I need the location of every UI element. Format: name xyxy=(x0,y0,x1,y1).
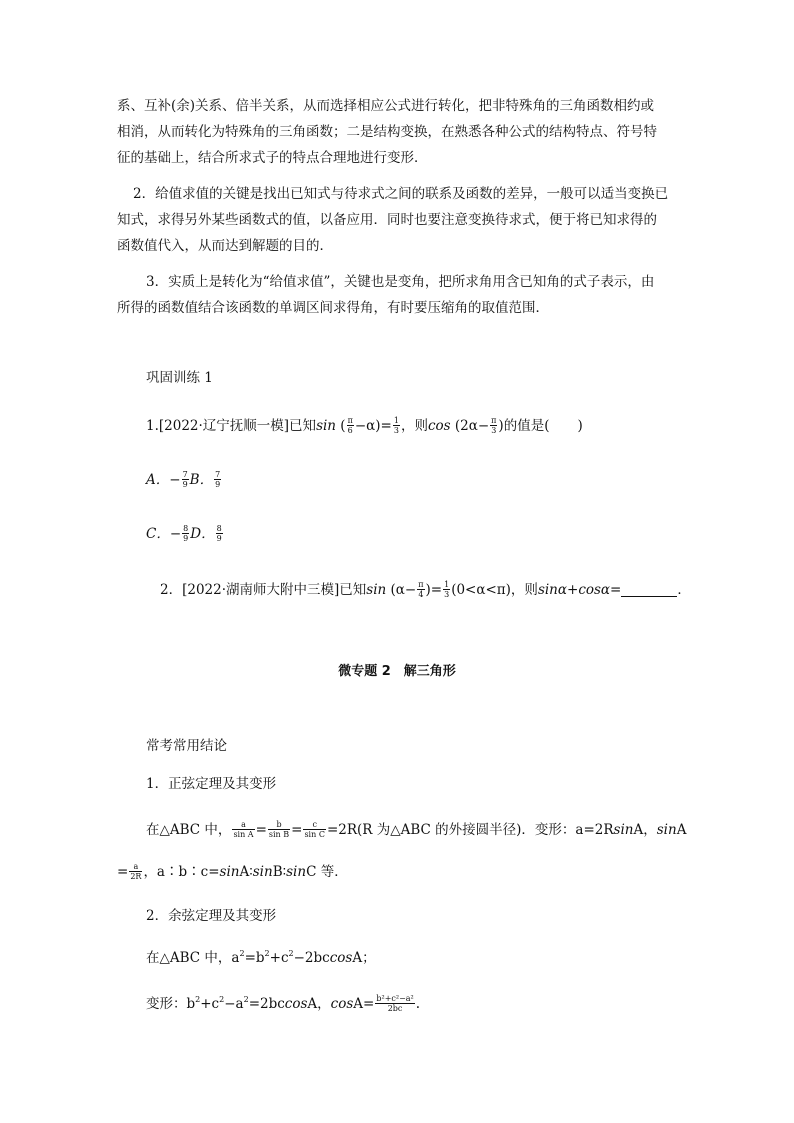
ratio-intro: ，a∶b∶c= xyxy=(143,864,220,880)
ratio-c1: A∶ xyxy=(239,864,253,880)
q1-options-cd xyxy=(146,524,224,544)
section-1-title: 1．正弦定理及其变形 xyxy=(146,776,277,792)
cosine-law-line-2 xyxy=(146,990,420,1014)
sine-law-rest: =2R(R 为△ABC 的外接圆半径)．变形：a=2R xyxy=(326,822,614,838)
ratio-sin3: sin xyxy=(286,864,307,880)
frac-sinC: sin C xyxy=(304,830,325,839)
option-b-num: 7 xyxy=(215,470,221,479)
q2-frac-den: 4 xyxy=(418,590,424,599)
sq-6: 2 xyxy=(243,995,249,1004)
frac-b-sinB xyxy=(268,820,290,839)
sine-law-A: A， xyxy=(633,822,657,838)
eq-2: = xyxy=(291,822,303,838)
frac-c-sinC xyxy=(303,820,325,839)
q2-answer-blank[interactable] xyxy=(621,582,677,597)
option-a-sign: − xyxy=(169,472,181,488)
intro-line-2: 相消，从而转化为特殊角的三角函数；二是结构变换，在熟悉各种公式的结构特点、符号特 xyxy=(117,124,657,140)
q2-sin-alpha: sinα xyxy=(537,582,567,598)
point3-line-2: 所得的函数值结合该函数的单调区间求得角，有时要压缩角的取值范围． xyxy=(117,300,549,316)
conclusions-heading: 常考常用结论 xyxy=(146,738,227,754)
cos-var-cos: cos xyxy=(284,996,308,1012)
cos-var-cos2: cos xyxy=(330,996,354,1012)
q1-frac3-den: 3 xyxy=(491,426,497,435)
q1-prefix: 1.[2022·辽宁抚顺一模]已知 xyxy=(146,418,317,434)
q1-frac2-den: 3 xyxy=(393,426,399,435)
option-d-frac xyxy=(216,524,223,543)
q1-minus-alpha: −α)= xyxy=(354,418,392,434)
frac-a: a xyxy=(232,820,254,830)
q2-end: ． xyxy=(677,582,691,598)
option-a-frac xyxy=(182,470,189,489)
ratio-sin1: sin xyxy=(219,864,240,880)
q1-sin: sin xyxy=(316,418,337,434)
q1-frac2-num: 1 xyxy=(393,416,399,425)
q1-end: ) xyxy=(577,418,583,434)
option-d-num: 8 xyxy=(216,524,222,533)
ratio-c3: C 等． xyxy=(306,864,348,880)
q1-open2: (2α− xyxy=(450,418,490,434)
frac-a-sinA xyxy=(232,820,254,839)
cos-law-c: +c xyxy=(269,950,289,966)
cos-var-d: =2bc xyxy=(248,996,285,1012)
sq-5: 2 xyxy=(219,995,225,1004)
frac3-den: 2bc xyxy=(387,1004,403,1013)
cos-law-b: =b xyxy=(244,950,265,966)
cos-law-a: 在△ABC 中，a xyxy=(146,950,240,966)
cos-law-e: A； xyxy=(352,950,376,966)
option-d-den: 9 xyxy=(216,534,222,543)
q1-frac-1-3 xyxy=(393,416,400,435)
q1-open: ( xyxy=(336,418,346,434)
q2-eq: )= xyxy=(425,582,443,598)
option-c-den: 9 xyxy=(183,534,189,543)
point2-line-3: 函数值代入，从而达到解题的目的． xyxy=(117,238,333,254)
cos-var-f: A= xyxy=(353,996,375,1012)
q2-frac-1-3 xyxy=(443,580,450,599)
option-c-label: C． xyxy=(146,526,170,542)
option-d-label: D． xyxy=(190,526,215,542)
q2-frac2-den: 3 xyxy=(444,590,450,599)
frac2-2R: 2R xyxy=(130,872,142,881)
q1-cos: cos xyxy=(427,418,451,434)
option-b-den: 9 xyxy=(215,480,221,489)
sine-law-intro: 在△ABC 中， xyxy=(146,822,232,838)
frac-c: c xyxy=(303,820,325,830)
practice-heading: 巩固训练 1 xyxy=(146,370,213,386)
q1-frac3-num: π xyxy=(491,416,497,425)
q1-frac-pi-3 xyxy=(490,416,497,435)
q2-open: (α− xyxy=(386,582,417,598)
sq-1: 2 xyxy=(239,949,245,958)
sine-law-line-2 xyxy=(117,862,348,882)
section-2-title: 2．余弦定理及其变形 xyxy=(146,908,277,924)
q2-frac-pi-4 xyxy=(417,580,424,599)
frac-b: b xyxy=(268,820,290,830)
option-a-num: 7 xyxy=(182,470,188,479)
q2-frac-num: π xyxy=(418,580,424,589)
q2-cos-alpha: cosα xyxy=(578,582,611,598)
q1-frac-den: 6 xyxy=(347,426,353,435)
point3-line-1: 3．实质上是转化为“给值求值”，关键也是变角，把所求角用含已知角的式子表示，由 xyxy=(146,274,655,290)
sine-law-line-1 xyxy=(146,820,686,840)
option-a-label: A． xyxy=(146,472,170,488)
cos-var-b: +c xyxy=(200,996,220,1012)
sine-law-A2: A xyxy=(676,822,687,838)
option-c-num: 8 xyxy=(183,524,189,533)
q1-close: )的值是( xyxy=(498,418,550,434)
cos-var-e: A， xyxy=(307,996,331,1012)
sq-2: 2 xyxy=(264,949,270,958)
q2-cond: (0<α<π)，则 xyxy=(451,582,538,598)
q1-frac-num: π xyxy=(347,416,353,425)
frac-sinB: sin B xyxy=(268,830,290,839)
option-b-label: B． xyxy=(189,472,214,488)
q2-plus: + xyxy=(567,582,579,598)
frac-a-2R xyxy=(129,862,142,881)
q1-options-ab xyxy=(146,470,222,490)
intro-line-3: 征的基础上，结合所求式子的特点合理地进行变形． xyxy=(117,150,428,166)
point2-line-1: 2．给值求值的关键是找出已知式与待求式之间的联系及函数的差异，一般可以适当变换已 xyxy=(133,186,669,202)
option-c-frac xyxy=(182,524,189,543)
ratio-c2: B∶ xyxy=(272,864,287,880)
q2-prefix: 2．[2022·湖南师大附中三模]已知 xyxy=(160,582,367,598)
q2-frac2-num: 1 xyxy=(444,580,450,589)
cos-law-d: −2bc xyxy=(293,950,330,966)
eq-1: = xyxy=(255,822,267,838)
cos-var-c: −a xyxy=(224,996,244,1012)
frac3-num: b²+c²−a² xyxy=(376,994,414,1003)
q1-mid: ，则 xyxy=(400,418,428,434)
question-2 xyxy=(160,580,691,600)
option-b-frac xyxy=(214,470,221,489)
cos-law-cos: cos xyxy=(329,950,353,966)
sq-4: 2 xyxy=(195,995,201,1004)
sine-law-sin2: sin xyxy=(656,822,677,838)
topic-title: 微专题 2 解三角形 xyxy=(338,664,456,679)
frac-cos-formula xyxy=(375,994,414,1013)
cosine-law-line-1 xyxy=(146,944,376,968)
cos-var-end: . xyxy=(415,996,421,1012)
cos-var-a: 变形：b xyxy=(146,996,196,1012)
eq-3: = xyxy=(117,864,129,880)
option-c-sign: − xyxy=(169,526,182,542)
q2-sin: sin xyxy=(366,582,387,598)
sine-law-sin: sin xyxy=(613,822,634,838)
frac2-a: a xyxy=(129,862,142,872)
ratio-sin2: sin xyxy=(252,864,273,880)
point2-line-2: 知式，求得另外某些函数式的值，以备应用．同时也要注意变换待求式，便于将已知求得的 xyxy=(117,212,657,228)
intro-line-1: 系、互补(余)关系、倍半关系，从而选择相应公式进行转化，把非特殊角的三角函数相约或 xyxy=(117,98,655,114)
sq-3: 2 xyxy=(288,949,294,958)
q1-frac-pi-6 xyxy=(347,416,354,435)
question-1 xyxy=(146,416,583,436)
frac-sinA: sin A xyxy=(233,830,254,839)
q2-eq2: = xyxy=(610,582,622,598)
option-a-den: 9 xyxy=(182,480,188,489)
